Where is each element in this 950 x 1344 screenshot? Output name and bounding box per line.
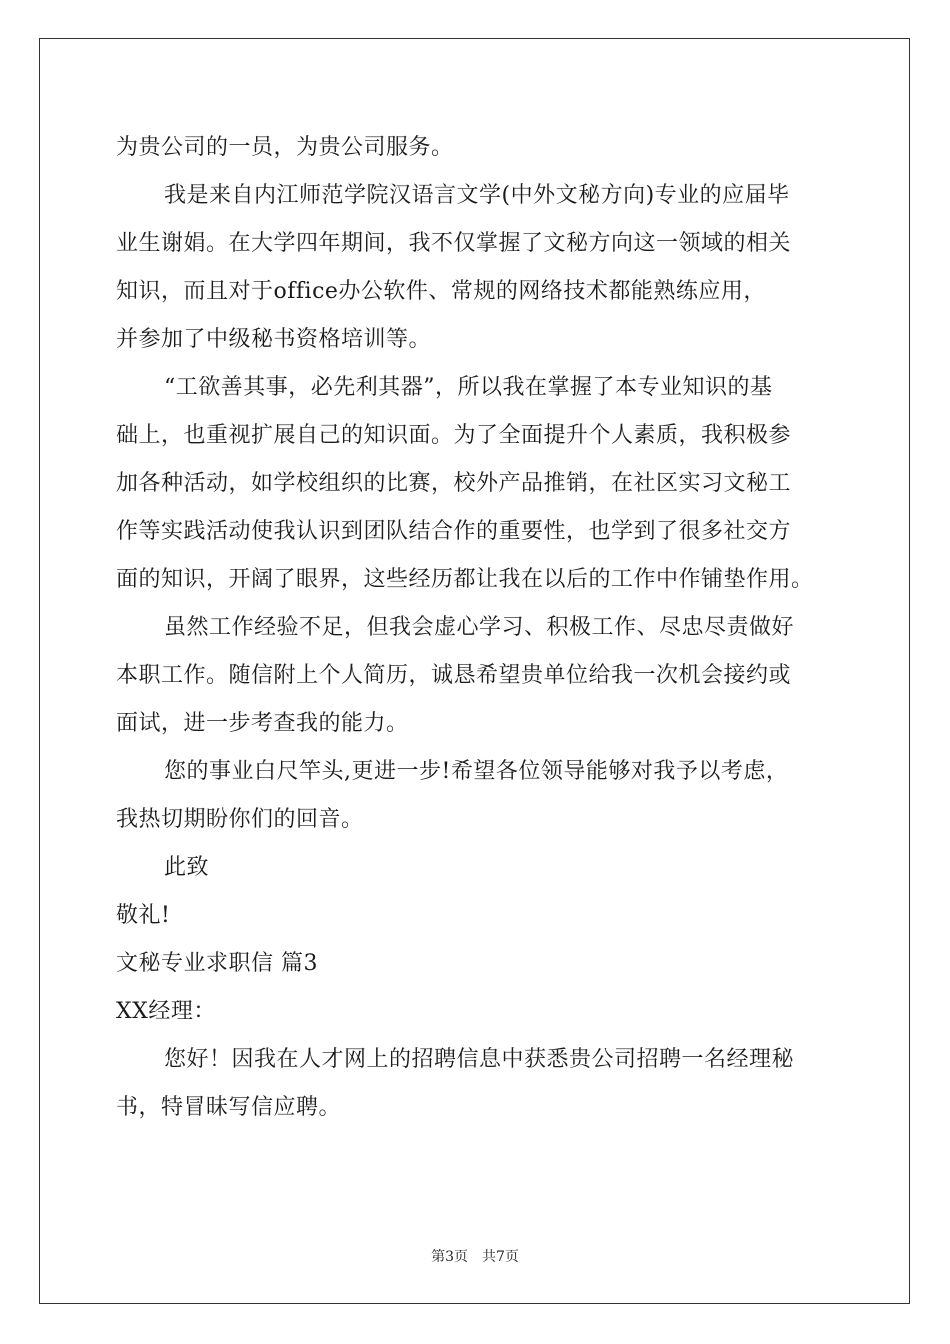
text-line: 我是来自内江师范学院汉语言文学(中外文秘方向)专业的应届毕 — [164, 183, 790, 208]
text-line: 础上，也重视扩展自己的知识面。为了全面提升个人素质，我积极参 — [116, 423, 792, 448]
document-body — [116, 124, 836, 1132]
text-line: 加各种活动，如学校组织的比赛，校外产品推销，在社区实习文秘工 — [116, 471, 792, 496]
text-line: 知识，而且对于office办公软件、常规的网络技术都能熟练应用， — [116, 279, 766, 304]
page-number: 第3页 共7页 — [431, 1249, 519, 1265]
text-line: 为贵公司的一员，为贵公司服务。 — [116, 135, 454, 160]
text-line: 并参加了中级秘书资格培训等。 — [116, 327, 432, 352]
text-line: 面试，进一步考查我的能力。 — [116, 711, 409, 736]
text-line: “工欲善其事，必先利其器”，所以我在掌握了本专业知识的基 — [164, 375, 773, 400]
text-line: 虽然工作经验不足，但我会虚心学习、积极工作、尽忠尽责做好 — [164, 615, 795, 640]
text-line: 书，特冒昧写信应聘。 — [116, 1095, 342, 1120]
text-line: 本职工作。随信附上个人简历，诚恳希望贵单位给我一次机会接约或 — [116, 663, 792, 688]
text-line: 作等实践活动使我认识到团队结合作的重要性，也学到了很多社交方 — [116, 519, 792, 544]
text-line: 敬礼! — [116, 903, 171, 928]
text-line: 您的事业白尺竿头,更进一步!希望各位领导能够对我予以考虑， — [164, 759, 789, 784]
text-line: 业生谢娟。在大学四年期间，我不仅掌握了文秘方向这一领域的相关 — [116, 231, 792, 256]
text-line: 我热切期盼你们的回音。 — [116, 807, 364, 832]
text-line: 此致 — [164, 855, 210, 880]
section-heading: 文秘专业求职信 篇3 — [116, 951, 318, 976]
salutation: XX经理： — [116, 999, 216, 1024]
text-line: 面的知识，开阔了眼界，这些经历都让我在以后的工作中作铺垫作用。 — [116, 567, 814, 592]
text-line: 您好！因我在人才网上的招聘信息中获悉贵公司招聘一名经理秘 — [164, 1047, 795, 1072]
